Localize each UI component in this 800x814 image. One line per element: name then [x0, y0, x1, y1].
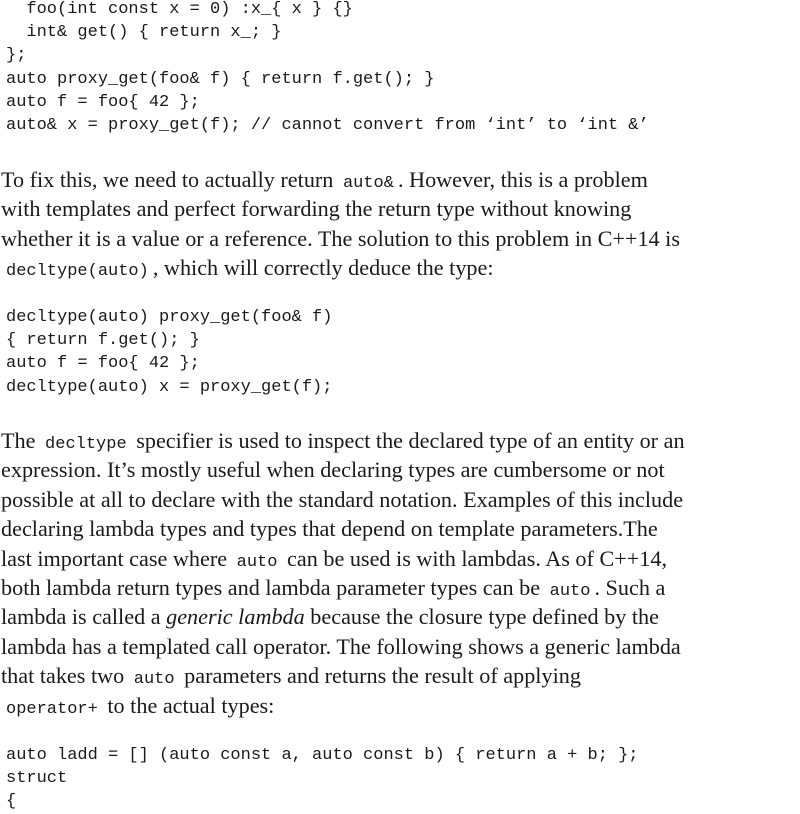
code-line: { — [6, 792, 17, 812]
paragraph-line — [1, 426, 799, 455]
code-line: struct — [6, 769, 68, 789]
paragraph-line — [1, 573, 799, 602]
text-run: parameters and returns the result of applying — [184, 663, 581, 689]
text-run: last important case where — [1, 545, 228, 571]
inline-code: auto — [236, 552, 278, 572]
paragraph-auto-ref-fix — [1, 165, 799, 283]
paragraph-line — [1, 602, 799, 631]
code-line: auto ladd = [] (auto const a, auto const b) { return a + b; }; — [6, 746, 639, 765]
code-block-foo-struct — [6, 0, 649, 137]
text-run: To fix this, we need to actually return — [1, 167, 334, 192]
code-line: auto proxy_get(foo& f) { return f.get(); } — [6, 69, 435, 89]
paragraph-line — [1, 253, 799, 282]
text-run: lambda is called a — [1, 604, 161, 630]
text-run: to the actual types: — [107, 692, 275, 718]
text-run: . However, this is a problem — [397, 167, 648, 192]
paragraph-line: lambda has a templated call operator. The following shows a generic lambda — [1, 633, 681, 659]
paragraph-line: expression. It’s mostly useful when declaring types are cumbersome or not — [1, 457, 665, 483]
inline-code: auto — [549, 581, 591, 601]
paragraph-line — [1, 544, 799, 573]
paragraph-line — [1, 691, 799, 720]
code-line: auto& x = proxy_get(f); // cannot convert from ‘int’ to ‘int &’ — [6, 115, 649, 135]
emphasized-term: generic lambda — [166, 604, 305, 630]
inline-code: auto& — [342, 174, 394, 193]
text-run: that takes two — [1, 663, 125, 689]
text-run: both lambda return types and lambda parameter types can be — [1, 574, 541, 600]
text-run: can be used is with lambdas. As of C++14, — [287, 545, 667, 571]
paragraph-line: declaring lambda types and types that depend on template parameters.The — [1, 516, 658, 542]
paragraph-line: with templates and perfect forwarding the return type without knowing — [1, 196, 632, 222]
text-run: , which will correctly deduce the type: — [152, 255, 494, 281]
paragraph-line — [1, 165, 799, 194]
code-line: int& get() { return x_; } — [6, 23, 282, 43]
text-run: The — [1, 428, 36, 453]
code-line: }; — [6, 46, 27, 66]
code-line: decltype(auto) x = proxy_get(f); — [6, 377, 333, 397]
text-run: specifier is used to inspect the declared type of an entity or an — [136, 428, 685, 453]
inline-code: decltype — [45, 435, 127, 454]
code-line: { return f.get(); } — [6, 331, 200, 351]
paragraph-line: whether it is a value or a reference. The solution to this problem in C++14 is — [1, 225, 680, 251]
code-line: foo(int const x = 0) :x_{ x } {} — [6, 0, 353, 19]
inline-code: auto — [133, 670, 175, 690]
paragraph-line: possible at all to declare with the standard notation. Examples of this include — [1, 486, 684, 512]
paragraph-line — [1, 661, 799, 690]
code-block-decltype-auto — [6, 306, 332, 399]
code-line: decltype(auto) proxy_get(foo& f) — [6, 308, 333, 327]
paragraph-decltype-specifier — [1, 426, 799, 720]
text-run: because the closure type defined by the — [310, 604, 659, 630]
code-line: auto f = foo{ 42 }; — [6, 354, 200, 374]
inline-code: decltype(auto) — [6, 262, 149, 282]
code-line: auto f = foo{ 42 }; — [6, 92, 200, 112]
inline-code: operator+ — [6, 699, 98, 719]
text-run: . Such a — [594, 574, 666, 600]
code-block-generic-lambda — [6, 744, 639, 814]
